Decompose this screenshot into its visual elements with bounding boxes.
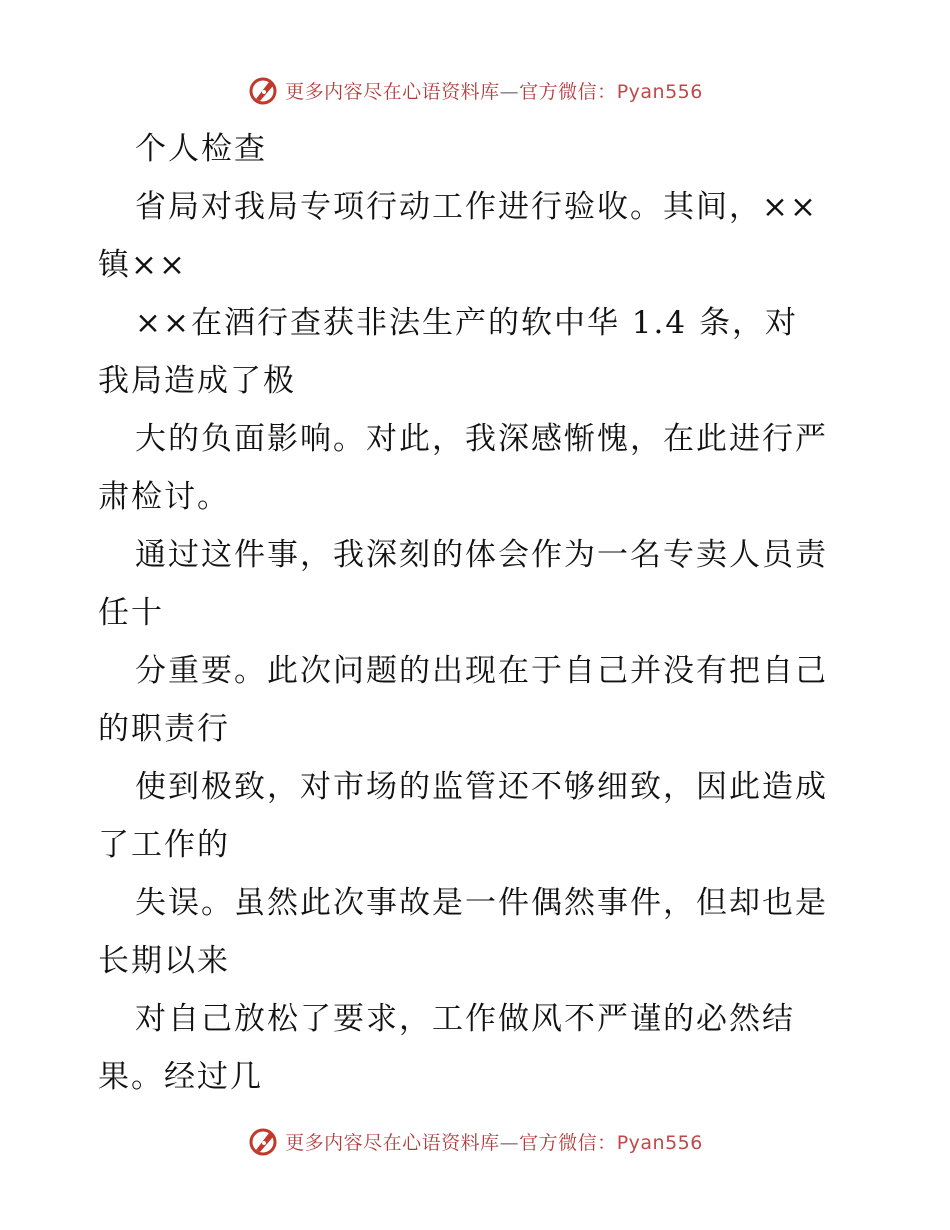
watermark-brand: 更多内容尽在心语资料库: [285, 1131, 500, 1154]
text-line: ××在酒行查获非法生产的软中华 1.4 条，对: [135, 305, 798, 341]
pen-nib-logo-icon: [247, 74, 279, 106]
text-line: 的职责行: [98, 711, 230, 747]
text-line: 长期以来: [98, 943, 230, 979]
document-body: [98, 120, 858, 1106]
text-line: 镇××: [98, 247, 187, 283]
text-line: 任十: [98, 595, 164, 631]
watermark-brand: 更多内容尽在心语资料库: [285, 80, 500, 103]
footer-watermark: [0, 1123, 950, 1159]
text-line: 大的负面影响。对此，我深感惭愧，在此进行严: [135, 421, 828, 457]
watermark-suffix: 官方微信：: [519, 80, 617, 103]
text-line: 分重要。此次问题的出现在于自己并没有把自己: [135, 653, 828, 689]
text-line: 果。经过几: [98, 1059, 263, 1095]
watermark-id: Pyan556: [616, 80, 703, 103]
text-line: 对自己放松了要求，工作做风不严谨的必然结: [135, 1001, 795, 1037]
watermark-text: [285, 1128, 703, 1155]
text-line: 省局对我局专项行动工作进行验收。其间，××: [135, 189, 818, 225]
text-line: 失误。虽然此次事故是一件偶然事件，但却也是: [135, 885, 828, 921]
text-line: 通过这件事，我深刻的体会作为一名专卖人员责: [135, 537, 828, 573]
watermark-suffix: 官方微信：: [519, 1131, 617, 1154]
pen-nib-logo-icon: [247, 1125, 279, 1157]
text-line: 个人检查: [135, 131, 267, 167]
text-line: 我局造成了极: [98, 363, 296, 399]
text-line: 肃检讨。: [98, 479, 230, 515]
watermark-id: Pyan556: [616, 1131, 703, 1154]
watermark-separator: —: [499, 80, 520, 103]
watermark-separator: —: [499, 1131, 520, 1154]
header-watermark: [0, 72, 950, 108]
text-line: 使到极致，对市场的监管还不够细致，因此造成: [135, 769, 828, 805]
watermark-text: [285, 77, 703, 104]
text-line: 了工作的: [98, 827, 230, 863]
